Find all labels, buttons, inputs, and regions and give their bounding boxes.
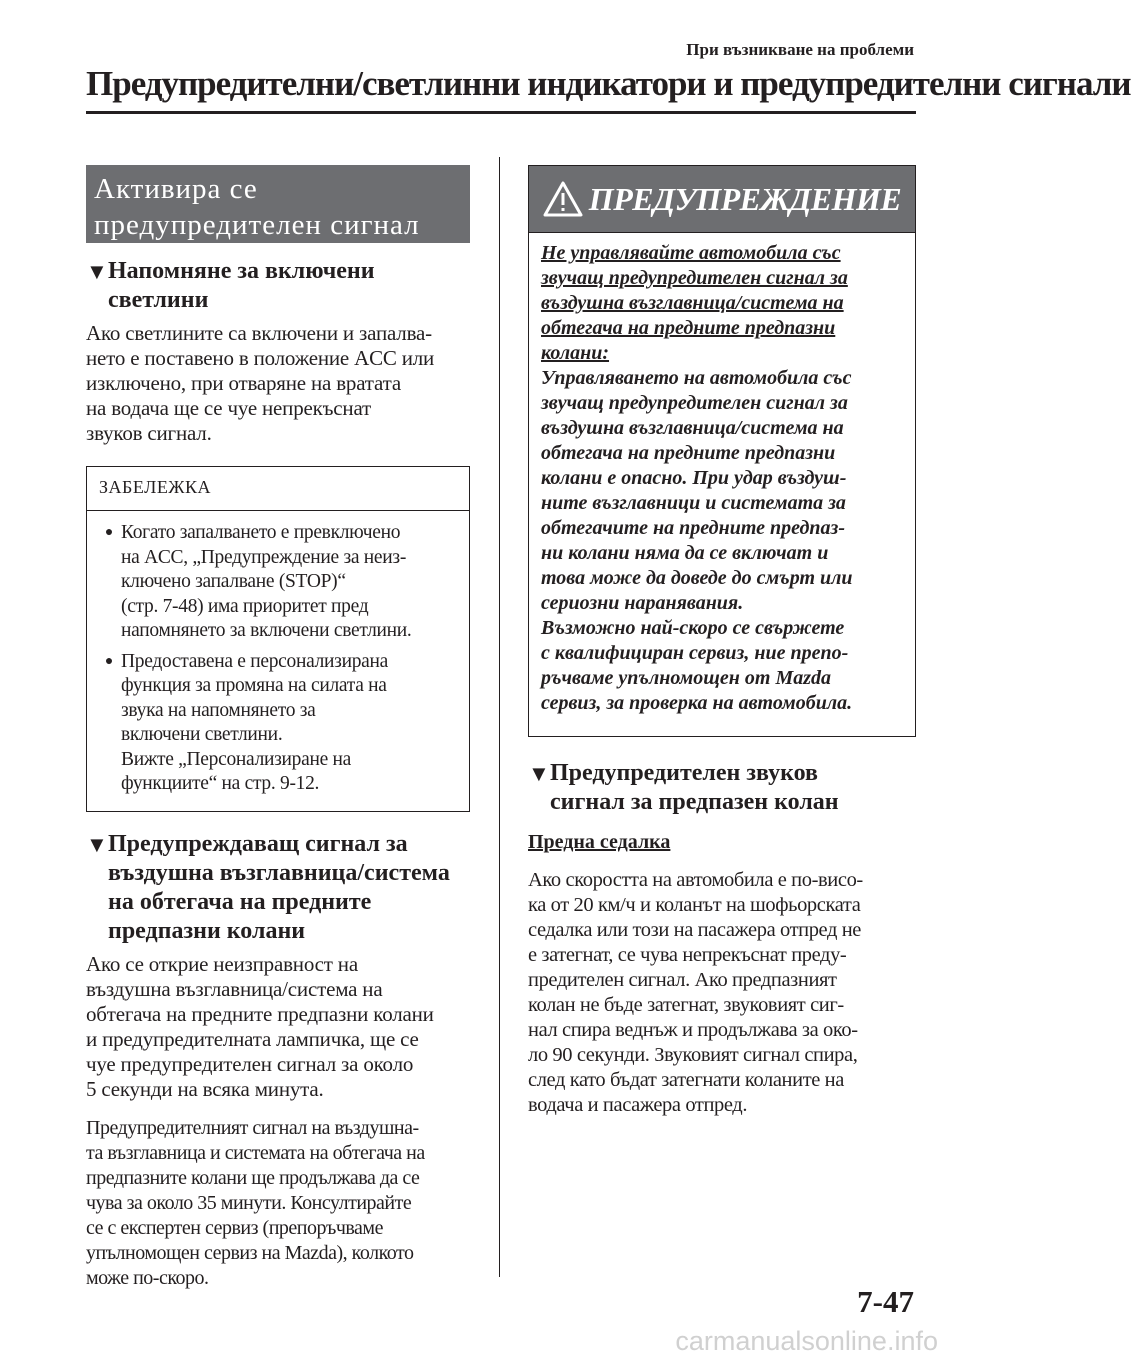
paragraph-airbag-2 bbox=[86, 1116, 470, 1291]
text-line: ка от 20 км/ч и коланът на шофьорската bbox=[528, 894, 861, 916]
text-line: ни колани няма да се включат и bbox=[541, 542, 829, 564]
note-bullet bbox=[97, 650, 459, 797]
note-bullet bbox=[97, 521, 459, 644]
text-line: Ако се открие неизправност на bbox=[86, 951, 358, 976]
page-number: 7-47 bbox=[857, 1284, 914, 1319]
text-line: звука на напомнянето за bbox=[121, 699, 316, 721]
text-line: водача и пасажера отпред. bbox=[528, 1094, 748, 1116]
text-line: предителен сигнал. Ако предпазният bbox=[528, 969, 837, 991]
text-line: ло 90 секунди. Звуковият сигнал спира, bbox=[528, 1044, 858, 1066]
text-line: Вижте „Персонализиране на bbox=[121, 748, 352, 770]
warning-text bbox=[541, 366, 907, 716]
text-line: изключено, при отваряне на вратата bbox=[86, 371, 401, 395]
left-column bbox=[86, 165, 470, 1291]
subheading-line: светлини bbox=[108, 287, 209, 313]
text-line: ключено запалване (STOP)“ bbox=[121, 571, 346, 592]
text-line: ните възглавници и системата за bbox=[541, 492, 846, 514]
paragraph-seatbelt bbox=[528, 868, 916, 1118]
text-line: е затегнат, се чува непрекъснат преду- bbox=[528, 944, 847, 966]
triangle-down-icon: ▼ bbox=[86, 259, 108, 284]
text-line: въздушна възглавница/система на bbox=[541, 417, 844, 439]
bullet-dot-icon: ● bbox=[104, 525, 114, 540]
text-line: колан не бъде затегнат, звуковият сиг- bbox=[528, 994, 844, 1016]
text-line: се с експертен сервиз (препоръчваме bbox=[86, 1216, 383, 1239]
text-line: функциите“ на стр. 9-12. bbox=[121, 773, 320, 794]
subheading-lights-reminder bbox=[86, 257, 470, 315]
subheading-line: сигнал за предпазен колан bbox=[550, 789, 839, 815]
subheading-airbag-warning bbox=[86, 830, 470, 946]
subheading-line: въздушна възглавница/система bbox=[108, 859, 450, 886]
warning-title: ПРЕДУПРЕЖДЕНИЕ bbox=[588, 180, 902, 217]
text-line: на водача ще се чуе непрекъснат bbox=[86, 396, 372, 420]
text-line: напомнянето за включени светлини. bbox=[121, 620, 412, 641]
text-line: упълномощен сервиз на Mazda), колкото bbox=[86, 1241, 414, 1264]
text-line: нал спира веднъж и продължава за око- bbox=[528, 1019, 858, 1041]
text-line: нето е поставено в положение ACC или bbox=[86, 346, 435, 370]
subheading-line: предпазни колани bbox=[108, 917, 306, 944]
paragraph-lights-reminder bbox=[86, 321, 470, 446]
text-line: на ACC, „Предупреждение за неиз- bbox=[121, 546, 407, 568]
text-line: 5 секунди на всяка минута. bbox=[86, 1076, 324, 1101]
text-line: може по-скоро. bbox=[86, 1266, 209, 1289]
text-line: обтегача на предните предпазни bbox=[541, 317, 836, 339]
warning-triangle-icon bbox=[543, 181, 583, 217]
triangle-down-icon: ▼ bbox=[86, 831, 108, 857]
section-title-box bbox=[86, 165, 470, 243]
bullet-dot-icon: ● bbox=[104, 653, 114, 669]
text-line: седалка или този на пасажера отпред не bbox=[528, 919, 862, 941]
text-line: функция за промяна на силата на bbox=[121, 675, 387, 696]
warning-lead bbox=[541, 241, 907, 366]
text-line: включени светлини. bbox=[121, 724, 283, 745]
text-line: сервиз, за проверка на автомобила. bbox=[541, 692, 853, 714]
site-watermark: carmanualsonline.info bbox=[675, 1326, 938, 1356]
warning-box bbox=[528, 165, 916, 737]
subheading-seatbelt-warning bbox=[528, 759, 916, 817]
text-line: чува за около 35 минути. Консултирайте bbox=[86, 1191, 412, 1214]
chapter-title: Предупредителни/светлинни индикатори и предупредителни сигнали bbox=[86, 64, 1131, 103]
text-line: Предоставена е персонализирана bbox=[121, 650, 389, 672]
text-line: след като бъдат затегнати коланите на bbox=[528, 1069, 844, 1091]
text-line: сериозни наранявания. bbox=[541, 592, 744, 614]
subheading-line: Предупредителен звуков bbox=[550, 760, 819, 786]
text-line: Управляването на автомобила със bbox=[541, 367, 852, 389]
text-line: Ако светлините са включени и запалва- bbox=[86, 321, 432, 345]
front-seat-heading: Предна седалка bbox=[528, 831, 671, 853]
note-title: ЗАБЕЛЕЖКА bbox=[87, 467, 469, 511]
text-line: Възможно най-скоро се свържете bbox=[541, 617, 845, 639]
subheading-line: на обтегача на предните bbox=[108, 888, 372, 915]
text-line: обтегача на предните предпазни bbox=[541, 442, 836, 464]
column-divider bbox=[499, 157, 500, 1277]
text-line: ръчваме упълномощен от Mazda bbox=[541, 667, 832, 689]
text-line: та възглавница и системата на обтегача на bbox=[86, 1141, 425, 1164]
text-line: с квалифициран сервиз, ние препо- bbox=[541, 642, 849, 664]
text-line: обтегача на предните предпазни колани bbox=[86, 1001, 434, 1026]
subheading-line: Напомняне за включени bbox=[108, 258, 375, 284]
text-line: въздушна възглавница/система на bbox=[541, 292, 844, 314]
text-line: Предупредителният сигнал на въздушна- bbox=[86, 1116, 419, 1139]
warning-header bbox=[529, 166, 915, 233]
subheading-line: Предупреждаващ сигнал за bbox=[108, 830, 408, 857]
text-line: звучащ предупредителен сигнал за bbox=[541, 267, 848, 289]
text-line: звучащ предупредителен сигнал за bbox=[541, 392, 848, 414]
section-title-line-2: предупредителен сигнал bbox=[94, 209, 420, 241]
text-line: колани е опасно. При удар въздуш- bbox=[541, 467, 847, 489]
text-line: въздушна възглавница/система на bbox=[86, 976, 383, 1001]
warning-body bbox=[529, 233, 915, 722]
section-title-line-1: Активира се bbox=[94, 173, 258, 205]
right-column bbox=[528, 165, 916, 1118]
text-line: чуе предупредителен сигнал за около bbox=[86, 1051, 414, 1076]
text-line: Не управлявайте автомобила със bbox=[541, 242, 841, 264]
text-line: Когато запалването е превключено bbox=[121, 522, 401, 543]
text-line: Ако скоростта на автомобила е по-висо- bbox=[528, 869, 863, 891]
header-rule bbox=[86, 111, 916, 114]
triangle-down-icon: ▼ bbox=[528, 761, 550, 786]
note-box bbox=[86, 466, 470, 812]
text-line: и предупредителната лампичка, ще се bbox=[86, 1026, 419, 1051]
text-line: колани: bbox=[541, 342, 610, 364]
text-line: (стр. 7-48) има приоритет пред bbox=[121, 595, 369, 617]
paragraph-airbag-1 bbox=[86, 952, 470, 1102]
text-line: предпазните колани ще продължава да се bbox=[86, 1166, 420, 1189]
text-line: звуков сигнал. bbox=[86, 421, 212, 445]
text-line: това може да доведе до смърт или bbox=[541, 567, 853, 589]
running-head: При възникване на проблеми bbox=[686, 40, 914, 59]
text-line: обтегачите на предните предпаз- bbox=[541, 517, 845, 539]
